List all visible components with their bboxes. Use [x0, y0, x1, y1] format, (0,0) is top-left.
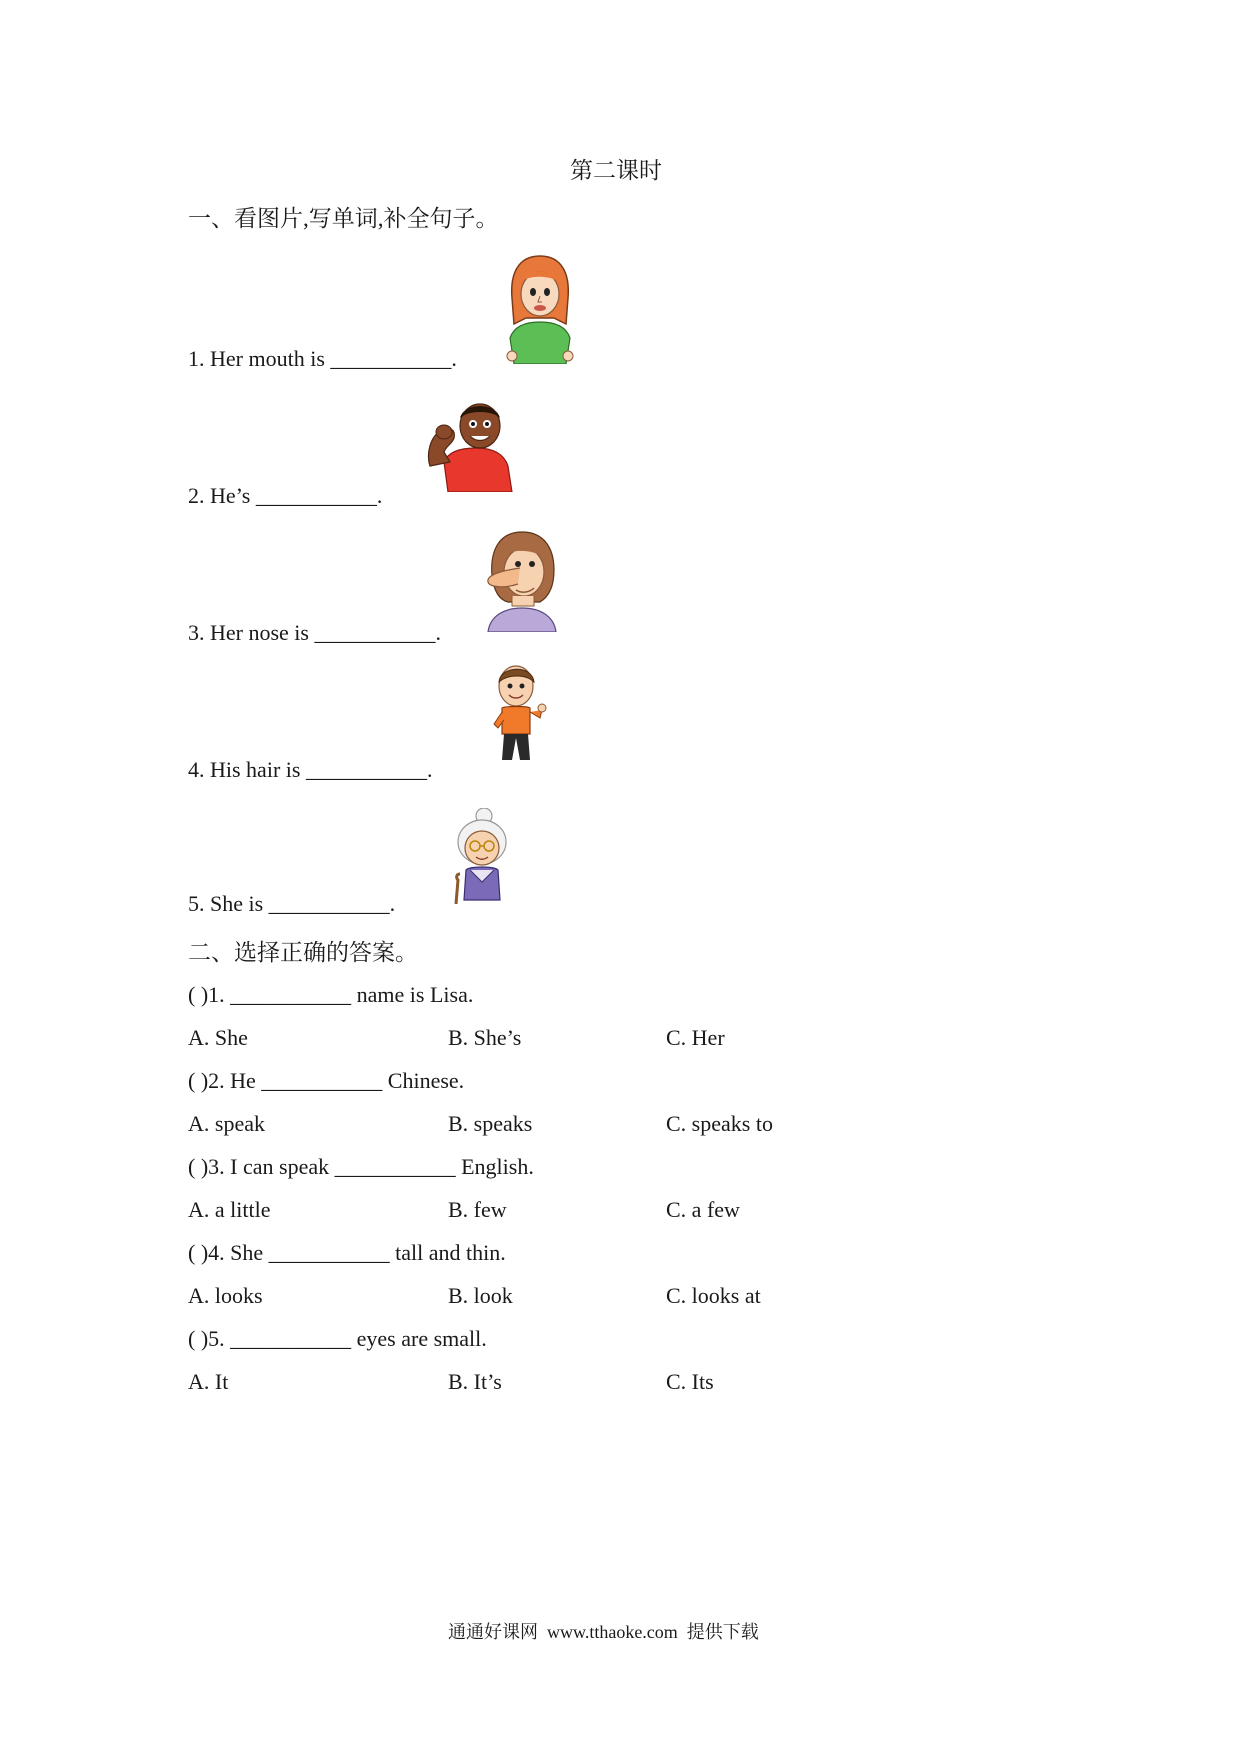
choice-question-1: ( )1. ___________ name is Lisa. [188, 982, 474, 1007]
question-3-option-b: B. few [448, 1197, 507, 1222]
girl-red-hair-icon [500, 252, 580, 364]
question-5-option-c: C. Its [666, 1369, 714, 1394]
choice-question-2: ( )2. He ___________ Chinese. [188, 1068, 465, 1093]
question-4-option-c: C. looks at [666, 1283, 761, 1308]
woman-big-nose-icon [478, 530, 564, 632]
question-5-option-a: A. It [188, 1369, 229, 1394]
picture-question-2: 2. He’s ___________. [188, 483, 383, 508]
question-4-option-b: B. look [448, 1283, 513, 1308]
question-2-option-b: B. speaks [448, 1111, 533, 1136]
question-4-option-a: A. looks [188, 1283, 263, 1308]
choice-question-5: ( )5. ___________ eyes are small. [188, 1326, 487, 1351]
strong-boy-icon [424, 396, 518, 492]
picture-question-1: 1. Her mouth is ___________. [188, 346, 457, 371]
question-3-option-c: C. a few [666, 1197, 740, 1222]
choice-question-4: ( )4. She ___________ tall and thin. [188, 1240, 506, 1265]
question-3-option-a: A. a little [188, 1197, 271, 1222]
section2-heading: 二、选择正确的答案。 [188, 940, 418, 965]
question-1-option-b: B. She’s [448, 1025, 522, 1050]
grandma-icon [446, 808, 518, 904]
picture-question-4: 4. His hair is ___________. [188, 757, 433, 782]
boy-thumbs-up-icon [484, 662, 550, 766]
choice-question-3: ( )3. I can speak ___________ English. [188, 1154, 534, 1179]
picture-question-5: 5. She is ___________. [188, 891, 396, 916]
page-title: 第二课时 [570, 158, 662, 183]
question-5-option-b: B. It’s [448, 1369, 502, 1394]
question-1-option-a: A. She [188, 1025, 248, 1050]
question-2-option-a: A. speak [188, 1111, 265, 1136]
question-2-option-c: C. speaks to [666, 1111, 773, 1136]
question-1-option-c: C. Her [666, 1025, 725, 1050]
page-footer: 通通好课网 www.tthaoke.com 提供下载 [448, 1622, 759, 1642]
picture-question-3: 3. Her nose is ___________. [188, 620, 441, 645]
section1-heading: 一、看图片,写单词,补全句子。 [188, 206, 499, 231]
